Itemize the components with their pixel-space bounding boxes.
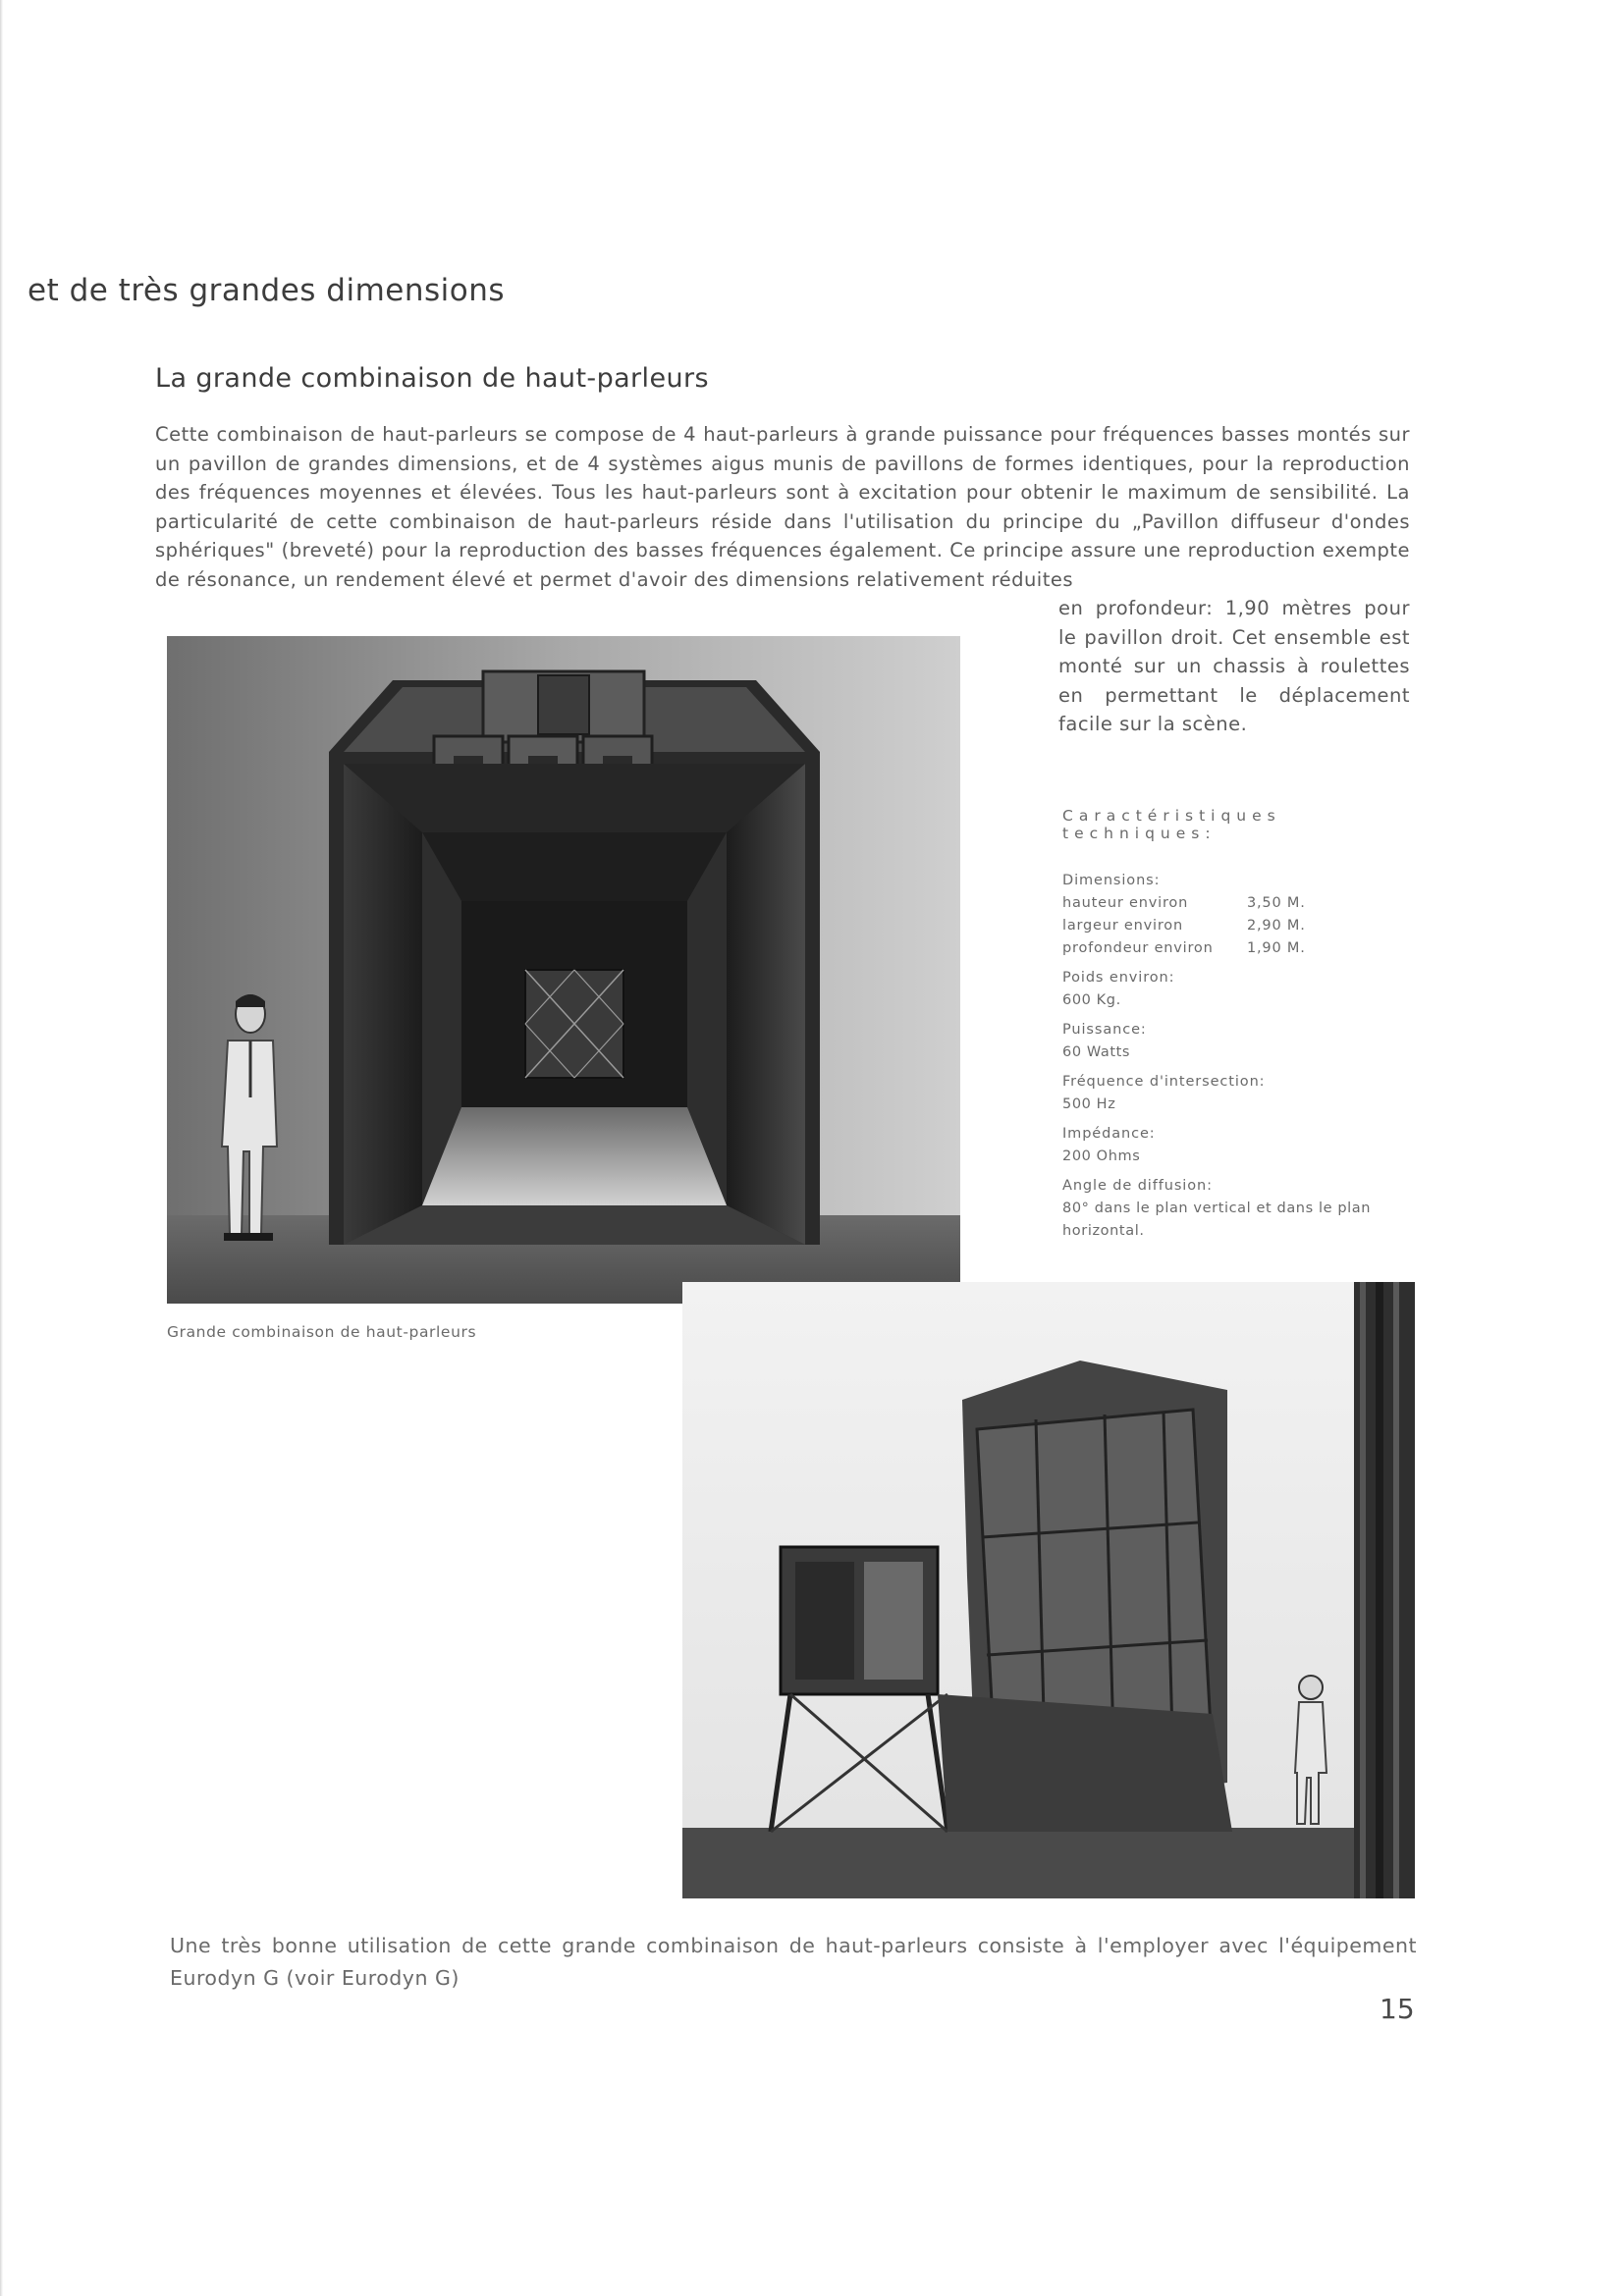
spec-dimensions-label: Dimensions: xyxy=(1062,873,1161,888)
spec-impedance-value: 200 Ohms xyxy=(1062,1148,1141,1164)
spec-weight-label: Poids environ: xyxy=(1062,970,1175,986)
dim-row-width xyxy=(1062,915,1435,937)
caption-eurodyn: Une très bonne utilisation de cette grande combinaison de haut-parleurs consiste à l'employer avec l'équipement Eurodyn G (voir Eurodyn G) xyxy=(170,1934,1417,1990)
paragraph-continuation: en profondeur: 1,90 mètres pour le pavillon droit. Cet ensemble est monté sur un chassis à roulettes en permettant le déplacement facile sur la scène. xyxy=(1058,597,1410,735)
spec-angle xyxy=(1062,1175,1435,1243)
spec-impedance-label: Impédance: xyxy=(1062,1126,1156,1142)
subtitle: La grande combinaison de haut-parleurs xyxy=(155,363,709,394)
speaker-front-photo xyxy=(167,636,960,1304)
specs-title: Caractéristiques techniques: xyxy=(1062,807,1281,842)
spec-weight xyxy=(1062,967,1435,1012)
spec-frequency-value: 500 Hz xyxy=(1062,1096,1116,1112)
spec-impedance xyxy=(1062,1123,1435,1168)
spec-dimensions xyxy=(1062,870,1435,960)
paragraph-main: Cette combinaison de haut-parleurs se compose de 4 haut-parleurs à grande puissance pour fréquences basses montés sur un pavillon de grandes dimensions, et de 4 systèmes aigus munis de pavillons de formes identiques, pour la reproduction des fréquences moyennes et élevées. Tous les haut-parleurs sont à excitation pour obtenir le maximum de sensibilité. La particularité de cette combinaison de haut-parleurs réside dans l'utilisation du principe du „Pavillon diffuseur d'ondes sphériques" (breveté) pour la reproduction des basses fréquences également. Ce principe assure une reproduction exempte de résonance, un rendement élevé et permet d'avoir des dimensions relativement réduites xyxy=(155,423,1410,591)
spec-angle-label: Angle de diffusion: xyxy=(1062,1178,1213,1194)
dim-label: profondeur environ xyxy=(1062,940,1214,956)
spec-frequency xyxy=(1062,1071,1435,1116)
dim-row-depth xyxy=(1062,937,1435,960)
caption-speaker-front: Grande combinaison de haut-parleurs xyxy=(167,1323,477,1341)
technical-specs xyxy=(1062,807,1435,1250)
spec-power-label: Puissance: xyxy=(1062,1022,1147,1038)
speaker-stage-photo xyxy=(682,1282,1415,1898)
page-number: 15 xyxy=(1380,1993,1415,2025)
spec-angle-value: 80° dans le plan vertical et dans le plan horizontal. xyxy=(1062,1201,1372,1239)
section-title: et de très grandes dimensions xyxy=(27,273,506,308)
dim-label: largeur environ xyxy=(1062,918,1183,934)
spec-power-value: 60 Watts xyxy=(1062,1044,1131,1060)
dim-value: 1,90 M. xyxy=(1247,940,1306,956)
dim-row-height xyxy=(1062,892,1435,915)
spec-power xyxy=(1062,1019,1435,1064)
dim-label: hauteur environ xyxy=(1062,895,1189,911)
dim-value: 2,90 M. xyxy=(1247,918,1306,934)
spec-frequency-label: Fréquence d'intersection: xyxy=(1062,1074,1266,1090)
page-edge xyxy=(0,0,3,2296)
spec-weight-value: 600 Kg. xyxy=(1062,992,1121,1008)
dim-value: 3,50 M. xyxy=(1247,895,1306,911)
